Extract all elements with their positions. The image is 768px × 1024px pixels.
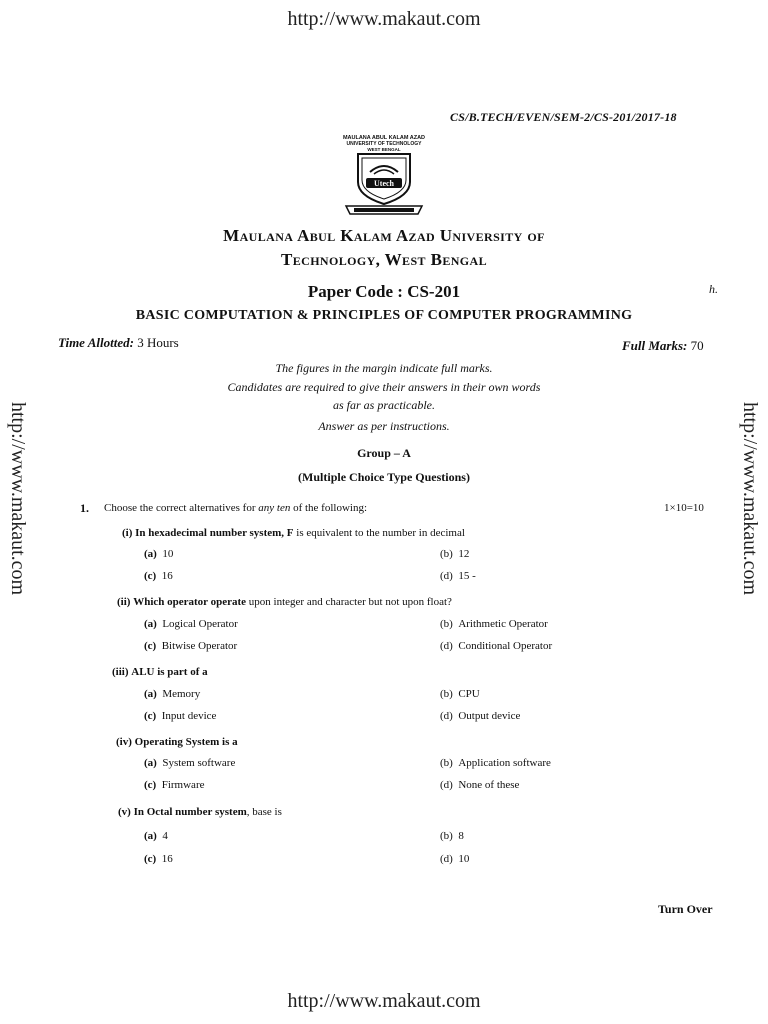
crest-badge-text: Utech <box>374 179 394 188</box>
instruction-line: as far as practicable. <box>333 398 435 412</box>
option-label: (c) <box>144 710 157 722</box>
option-label: (d) <box>440 779 453 791</box>
option-label: (c) <box>144 640 157 652</box>
option-text: 10 <box>162 548 174 560</box>
option-a <box>144 757 235 769</box>
option-text: None of these <box>458 779 520 791</box>
sub-question <box>112 666 208 678</box>
option-label: (c) <box>144 570 157 582</box>
option-text: Logical Operator <box>162 618 238 630</box>
option-label: (b) <box>440 830 453 842</box>
sub-question <box>122 527 465 539</box>
option-text: 4 <box>162 830 168 842</box>
question-intro <box>104 502 367 514</box>
option-label: (b) <box>440 688 453 700</box>
option-label: (b) <box>440 757 453 769</box>
option-a <box>144 830 168 842</box>
option-text: Firmware <box>161 779 205 791</box>
option-label: (d) <box>440 853 453 865</box>
stray-mark: h. <box>709 282 718 296</box>
sub-question-text: Which operator operate <box>133 596 247 608</box>
time-allotted <box>58 335 179 351</box>
instruction-line: Answer as per instructions. <box>318 419 450 433</box>
instruction-line: The figures in the margin indicate full marks. <box>275 361 493 375</box>
watermark-url-left: http://www.makaut.com <box>7 402 29 596</box>
option-d <box>440 640 552 652</box>
sub-question-number: (iii) <box>112 666 129 678</box>
option-text: 16 <box>161 853 173 865</box>
svg-text:UNIVERSITY OF TECHNOLOGY: UNIVERSITY OF TECHNOLOGY <box>346 141 422 147</box>
subject-title: BASIC COMPUTATION & PRINCIPLES OF COMPUTER PROGRAMMING <box>135 308 633 323</box>
sub-question-text: ALU is part of a <box>131 666 208 678</box>
option-c <box>144 779 204 791</box>
time-value: 3 Hours <box>137 335 179 350</box>
paper-code: Paper Code : CS-201 <box>307 282 461 301</box>
option-text: 8 <box>458 830 464 842</box>
option-label: (a) <box>144 830 157 842</box>
svg-text:MAULANA ABUL KALAM AZAD: MAULANA ABUL KALAM AZAD <box>342 135 426 141</box>
option-label: (d) <box>440 640 453 652</box>
option-label: (a) <box>144 548 157 560</box>
option-text: CPU <box>458 688 480 700</box>
option-text: 16 <box>161 570 173 582</box>
sub-question-number: (iv) <box>116 736 132 748</box>
option-label: (b) <box>440 548 453 560</box>
option-label: (d) <box>440 710 453 722</box>
question-intro-part: of the following: <box>290 502 368 514</box>
option-text: 10 <box>458 853 470 865</box>
option-label: (a) <box>144 618 157 630</box>
sub-question <box>117 596 452 608</box>
option-text: Bitwise Operator <box>161 640 238 652</box>
question-intro-part: Choose the correct alternatives for <box>104 502 259 514</box>
option-b <box>440 618 548 630</box>
option-a <box>144 618 238 630</box>
option-c <box>144 640 237 652</box>
option-text: Conditional Operator <box>458 640 553 652</box>
option-label: (a) <box>144 688 157 700</box>
university-crest-icon <box>326 130 442 220</box>
university-name-line1: Maulana Abul Kalam Azad University of <box>223 226 545 245</box>
question-intro-emphasis: any ten <box>258 502 291 514</box>
time-label: Time Allotted: <box>58 335 134 350</box>
turn-over-label: Turn Over <box>658 902 713 916</box>
option-c <box>144 853 173 865</box>
sub-question <box>118 806 282 818</box>
question-number: 1. <box>80 501 89 515</box>
sub-question-text: In Octal number system <box>133 806 247 818</box>
option-b <box>440 830 464 842</box>
option-text: Memory <box>162 688 201 700</box>
sub-question-text: In hexadecimal number system, F <box>135 527 294 539</box>
full-marks <box>622 338 704 354</box>
marks-label: Full Marks: <box>622 338 688 353</box>
option-b <box>440 548 469 560</box>
paper-reference: CS/B.TECH/EVEN/SEM-2/CS-201/2017-18 <box>450 110 677 124</box>
university-name-line2: Technology, West Bengal <box>280 250 488 269</box>
watermark-url-bottom: http://www.makaut.com <box>287 990 481 1012</box>
sub-question <box>116 736 238 748</box>
svg-text:WEST BENGAL: WEST BENGAL <box>367 147 401 152</box>
option-text: Arithmetic Operator <box>458 618 548 630</box>
instruction-line: Candidates are required to give their answers in their own words <box>227 380 541 394</box>
sub-question-text-rest: , base is <box>246 806 282 818</box>
sub-question-number: (ii) <box>117 596 131 608</box>
option-c <box>144 570 173 582</box>
marks-value: 70 <box>690 338 704 353</box>
option-text: Input device <box>161 710 217 722</box>
watermark-url-right: http://www.makaut.com <box>739 402 761 596</box>
option-label: (d) <box>440 570 453 582</box>
question-marks: 1×10=10 <box>664 502 704 514</box>
option-b <box>440 757 551 769</box>
sub-question-text-rest: is equivalent to the number in decimal <box>293 527 465 539</box>
option-label: (b) <box>440 618 453 630</box>
option-label: (a) <box>144 757 157 769</box>
option-label: (c) <box>144 853 157 865</box>
group-heading: Group – A <box>357 446 411 460</box>
option-d <box>440 570 476 582</box>
option-d <box>440 853 469 865</box>
option-text: Output device <box>458 710 521 722</box>
watermark-url-top: http://www.makaut.com <box>287 8 481 30</box>
option-b <box>440 688 480 700</box>
option-a <box>144 688 200 700</box>
sub-question-text: Operating System is a <box>134 736 238 748</box>
option-d <box>440 710 520 722</box>
option-d <box>440 779 519 791</box>
group-subheading: (Multiple Choice Type Questions) <box>298 470 470 484</box>
option-text: 15 - <box>458 570 476 582</box>
option-c <box>144 710 216 722</box>
option-text: 12 <box>458 548 470 560</box>
sub-question-text-rest: upon integer and character but not upon float? <box>246 596 452 608</box>
option-text: System software <box>162 757 236 769</box>
option-label: (c) <box>144 779 157 791</box>
option-a <box>144 548 173 560</box>
sub-question-number: (v) <box>118 806 131 818</box>
option-text: Application software <box>458 757 551 769</box>
sub-question-number: (i) <box>122 527 133 539</box>
